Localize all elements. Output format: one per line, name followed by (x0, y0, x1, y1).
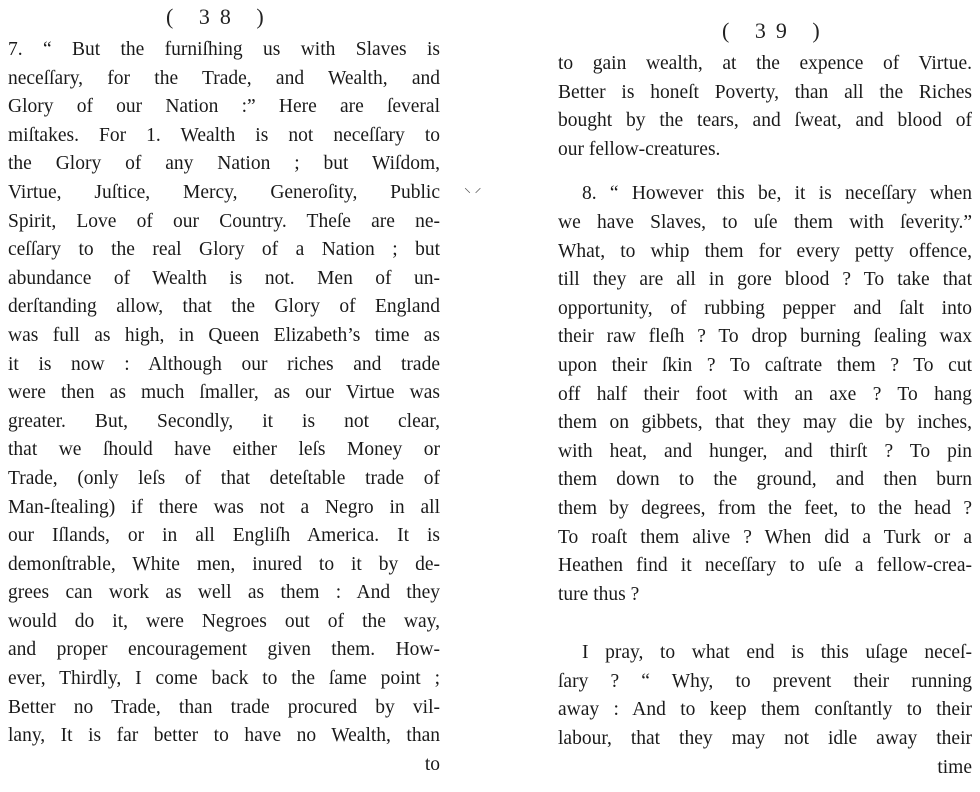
text-line: Trade, (only leſs of that deteſtable trade of (8, 467, 440, 489)
text-line: our Iſlands, or in all Engliſh America. It is (8, 525, 440, 547)
text-line: them by degrees, from the feet, to the head ? (558, 497, 972, 519)
text-line: ſary ? “ Why, to prevent their running (558, 670, 972, 692)
text-line: Glory of our Nation :” Here are ſeveral (8, 96, 440, 118)
text-line: that we ſhould have either leſs Money or (8, 439, 440, 461)
text-line: greater. But, Secondly, it is not clear, (8, 410, 440, 432)
text-line: To roaſt them alive ? When did a Turk or a (558, 526, 972, 548)
text-line: 7. “ But the furniſhing us with Slaves is (8, 39, 440, 60)
stray-ink-mark: ⸜ ⸝ (464, 181, 482, 196)
text-line: Virtue, Juſtice, Mercy, Generoſity, Public (8, 181, 440, 203)
text-line: ture thus ? (558, 583, 640, 605)
text-line: it is now : Although our riches and trade (8, 353, 440, 375)
right-page (500, 0, 980, 792)
paragraph-gap (558, 609, 972, 639)
text-line: ceſſary to the real Glory of a Nation ; but (8, 239, 440, 261)
right-page-text (558, 50, 972, 782)
page-number-right: ( 39 ) (722, 18, 830, 43)
text-line: opportunity, of rubbing pepper and ſalt into (558, 297, 972, 319)
text-line: with heat, and hunger, and thirſt ? To pin (558, 440, 972, 462)
text-line: What, to whip them for every petty offence, (558, 240, 972, 262)
text-line: I pray, to what end is this uſage neceſ- (582, 642, 972, 664)
page-number-left: ( 38 ) (166, 4, 274, 29)
text-line: Better no Trade, than trade procured by vil- (8, 696, 440, 718)
text-line: abundance of Wealth is not. Men of un- (8, 267, 440, 289)
text-line: derſtanding allow, that the Glory of England (8, 296, 440, 318)
text-line: off half their foot with an axe ? To hang (558, 383, 972, 405)
text-line: Better is honeſt Poverty, than all the Riches (558, 81, 972, 103)
text-line: were then as much ſmaller, as our Virtue was (8, 382, 440, 404)
text-line: was full as high, in Queen Elizabeth’s time as (8, 324, 440, 346)
text-line: Man-ſtealing) if there was not a Negro in all (8, 496, 440, 518)
text-line: we have Slaves, to uſe them with ſeverity.” (558, 211, 972, 233)
catchword-left: to (424, 753, 440, 775)
left-page-text (8, 36, 440, 779)
text-line: their raw fleſh ? To drop burning ſealing wax (558, 326, 972, 348)
text-line: demonſtrable, White men, inured to it by de- (8, 553, 440, 575)
text-line: labour, that they may not idle away their (558, 728, 972, 750)
text-line: upon their ſkin ? To caſtrate them ? To cut (558, 354, 972, 376)
catchword-right: time (937, 756, 972, 778)
text-line: Spirit, Love of our Country. Theſe are ne- (8, 210, 440, 232)
text-line: our fellow-creatures. (558, 138, 721, 160)
text-line: miſtakes. For 1. Wealth is not neceſſary to (8, 124, 440, 146)
text-line: grees can work as well as them : And they (8, 582, 440, 604)
text-line: to gain wealth, at the expence of Virtue. (558, 53, 972, 74)
text-line: away : And to keep them conſtantly to their (558, 699, 972, 721)
text-line: 8. “ However this be, it is neceſſary when (582, 183, 972, 205)
text-line: Heathen find it neceſſary to uſe a fellow-crea- (558, 555, 972, 577)
text-line: would do it, were Negroes out of the way, (8, 610, 440, 632)
text-line: neceſſary, for the Trade, and Wealth, and (8, 67, 440, 89)
text-line: till they are all in gore blood ? To take that (558, 269, 972, 291)
text-line: and proper encouragement given them. How- (8, 639, 440, 661)
paragraph-gap (558, 164, 972, 180)
text-line: them on gibbets, that they may die by inches, (558, 412, 972, 434)
text-line: bought by the tears, and ſweat, and blood of (558, 110, 972, 132)
text-line: them down to the ground, and then burn (558, 469, 972, 491)
text-line: lany, It is far better to have no Wealth, than (8, 725, 440, 747)
text-line: the Glory of any Nation ; but Wiſdom, (8, 153, 440, 175)
text-line: ever, Thirdly, I come back to the ſame point ; (8, 668, 440, 690)
left-page (0, 0, 470, 792)
